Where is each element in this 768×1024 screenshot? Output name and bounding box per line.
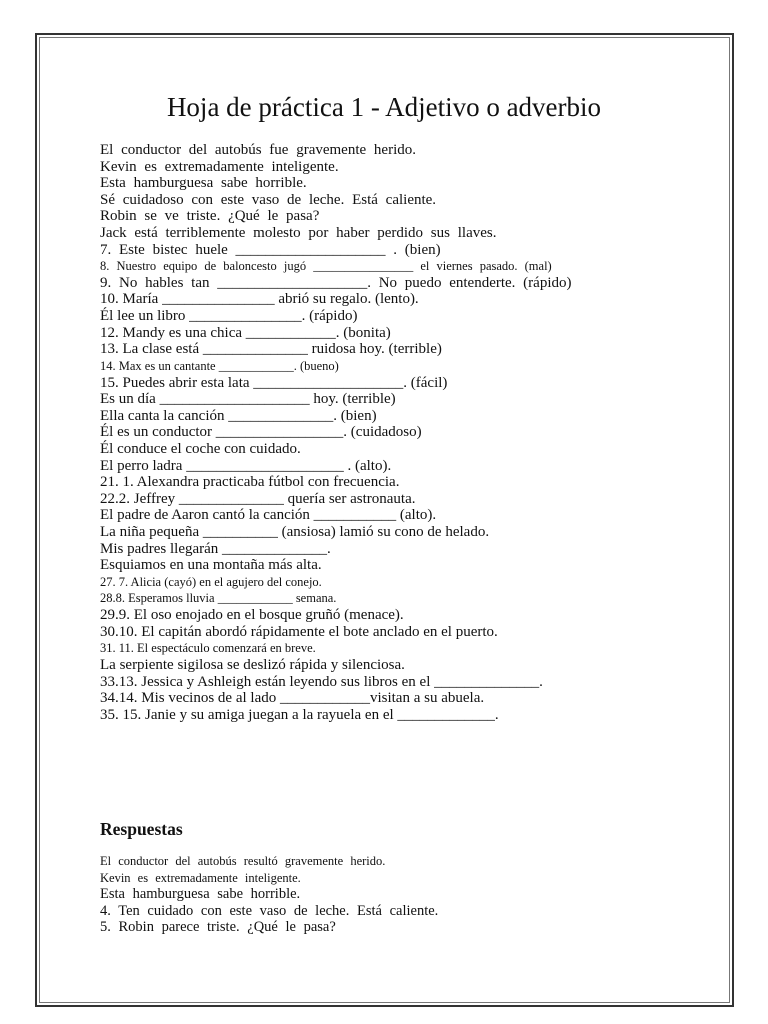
exercise-line: 28.8. Esperamos lluvia ____________ semana. xyxy=(100,591,337,606)
answer-line: El conductor del autobús resultó gravemente herido. xyxy=(100,854,386,868)
exercise-line: 10. María _______________ abrió su regalo. (lento). xyxy=(100,291,419,308)
exercise-line: La niña pequeña __________ (ansiosa) lamió su cono de helado. xyxy=(100,524,490,541)
exercise-line: El perro ladra _____________________ . (alto). xyxy=(100,457,392,474)
exercise-line: Él conduce el coche con cuidado. xyxy=(100,440,301,457)
exercise-line: 7. Este bistec huele ____________________ . (bien) xyxy=(100,241,441,258)
exercise-line: 15. Puedes abrir esta lata ____________________. (fácil) xyxy=(100,374,448,391)
exercise-line: Él es un conductor _________________. (cuidadoso) xyxy=(100,424,422,441)
exercise-line: 27. 7. Alicia (cayó) en el agujero del conejo. xyxy=(100,574,322,589)
exercise-line: 34.14. Mis vecinos de al lado ____________visitan a su abuela. xyxy=(100,690,485,707)
answer-line: Esta hamburguesa sabe horrible. xyxy=(100,886,301,902)
exercise-line: Mis padres llegarán ______________. xyxy=(100,540,331,557)
exercise-line: 12. Mandy es una chica ____________. (bonita) xyxy=(100,324,391,341)
exercise-list xyxy=(100,142,660,723)
exercise-line: 35. 15. Janie y su amiga juegan a la rayuela en el _____________. xyxy=(100,706,499,723)
exercise-line: Es un día ____________________ hoy. (terrible) xyxy=(100,391,396,408)
exercise-line: Sé cuidadoso con este vaso de leche. Está caliente. xyxy=(100,191,437,208)
exercise-line: 8. Nuestro equipo de baloncesto jugó ________________ el viernes pasado. (mal) xyxy=(100,259,552,274)
exercise-line: Esta hamburguesa sabe horrible. xyxy=(100,175,307,192)
exercise-line: 31. 11. El espectáculo comenzará en breve. xyxy=(100,641,316,656)
answer-line: 5. Robin parece triste. ¿Qué le pasa? xyxy=(100,919,336,935)
exercise-line: 21. 1. Alexandra practicaba fútbol con frecuencia. xyxy=(100,474,400,491)
answers-heading: Respuestas xyxy=(100,819,183,839)
exercise-line: 33.13. Jessica y Ashleigh están leyendo sus libros en el ______________. xyxy=(100,673,543,690)
exercise-line: 13. La clase está ______________ ruidosa hoy. (terrible) xyxy=(100,341,442,358)
exercise-line: Él lee un libro _______________. (rápido) xyxy=(100,308,358,325)
exercise-line: 9. No hables tan ____________________. No puedo entenderte. (rápido) xyxy=(100,274,572,291)
exercise-line: Jack está terriblemente molesto por haber perdido sus llaves. xyxy=(100,225,497,242)
exercise-line: Ella canta la canción ______________. (bien) xyxy=(100,407,377,424)
answer-line: Kevin es extremadamente inteligente. xyxy=(100,870,301,885)
answer-list xyxy=(100,853,660,936)
exercise-line: El padre de Aaron cantó la canción ___________ (alto). xyxy=(100,507,437,524)
exercise-line: 22.2. Jeffrey ______________ quería ser astronauta. xyxy=(100,490,416,507)
answer-line: 4. Ten cuidado con este vaso de leche. Está caliente. xyxy=(100,902,439,919)
exercise-line: Kevin es extremadamente inteligente. xyxy=(100,158,339,175)
exercise-line: Esquiamos en una montaña más alta. xyxy=(100,557,322,574)
exercise-line: 29.9. El oso enojado en el bosque gruñó (menace). xyxy=(100,607,404,624)
exercise-line: La serpiente sigilosa se deslizó rápida y silenciosa. xyxy=(100,656,405,673)
worksheet-title: Hoja de práctica 1 - Adjetivo o adverbio xyxy=(166,92,602,122)
exercise-line: Robin se ve triste. ¿Qué le pasa? xyxy=(100,208,320,225)
exercise-line: 14. Max es un cantante ____________. (bueno) xyxy=(100,358,339,373)
exercise-line: 30.10. El capitán abordó rápidamente el bote anclado en el puerto. xyxy=(100,623,498,640)
exercise-line: El conductor del autobús fue gravemente herido. xyxy=(100,142,416,158)
